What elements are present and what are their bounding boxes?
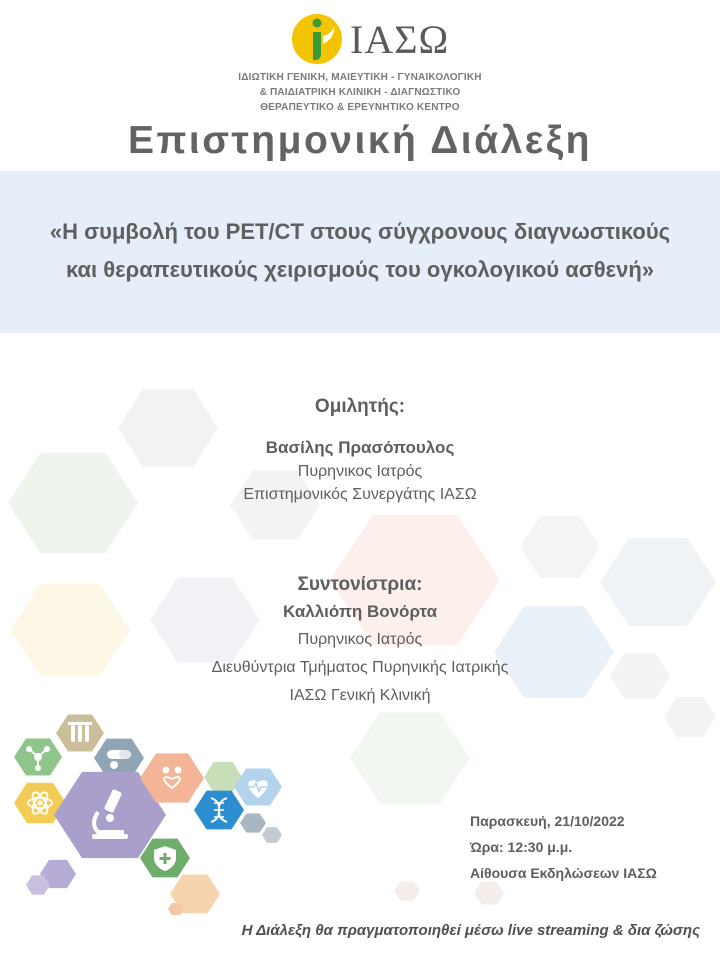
moderator-detail: ΙΑΣΩ Γενική Κλινική bbox=[289, 687, 431, 704]
lecture-title-line: «Η συμβολή του PET/CT στους σύγχρονους διαγνωστικούς bbox=[49, 219, 671, 244]
cluster-hexagon bbox=[262, 826, 282, 844]
logo-wordmark: ΙΑΣΩ bbox=[350, 17, 450, 62]
molecule-icon bbox=[24, 743, 52, 771]
moderator-detail: Διευθύντρια Τμήματος Πυρηνικής Ιατρικής bbox=[211, 659, 509, 676]
bg-hexagon bbox=[394, 880, 420, 902]
moderator-section bbox=[0, 572, 720, 710]
footer-note: Η Διάλεξη θα πραγματοποιηθεί μέσω live streaming & δια ζώσης bbox=[241, 922, 700, 939]
speaker-role: Ομιλητής: bbox=[314, 396, 406, 417]
speaker-detail: Πυρηνικος Ιατρός bbox=[297, 463, 423, 480]
speaker-detail: Επιστημονικός Συνεργάτης ΙΑΣΩ bbox=[243, 486, 477, 503]
heartbeat-icon bbox=[244, 774, 272, 800]
lecture-title-line: και θεραπευτικούς χειρισμούς του ογκολογικού ασθενή» bbox=[65, 257, 655, 282]
cluster-hexagon bbox=[240, 812, 266, 834]
test-tubes-icon bbox=[66, 720, 94, 746]
pills-icon bbox=[104, 746, 134, 770]
shield-cross-icon bbox=[152, 844, 178, 872]
atom-icon bbox=[25, 788, 55, 818]
event-time: Ώρα: 12:30 μ.μ. bbox=[470, 839, 573, 855]
moderator-detail: Πυρηνικος Ιατρός bbox=[297, 631, 423, 648]
lecture-title-band bbox=[0, 171, 720, 333]
logo-mark-icon bbox=[292, 14, 342, 64]
logo-subtitle-line: ΘΕΡΑΠΕΥΤΙΚΟ & ΕΡΕΥΝΗΤΙΚΟ ΚΕΝΤΡΟ bbox=[260, 102, 460, 113]
logo-subtitle-line: & ΠΑΙΔΙΑΤΡΙΚΗ ΚΛΙΝΙΚΗ - ΔΙΑΓΝΩΣΤΙΚΟ bbox=[259, 87, 461, 98]
bg-hexagon bbox=[350, 706, 470, 810]
page-title: Επιστημονική Διάλεξη bbox=[127, 119, 592, 162]
dna-icon bbox=[207, 796, 231, 824]
event-details bbox=[470, 808, 710, 886]
lecture-title bbox=[0, 213, 720, 289]
iaso-logo bbox=[292, 12, 450, 68]
event-venue: Αίθουσα Εκδηλώσεων ΙΑΣΩ bbox=[470, 865, 657, 881]
speaker-section bbox=[0, 394, 720, 506]
microscope-icon bbox=[84, 788, 136, 844]
event-date: Παρασκευή, 21/10/2022 bbox=[470, 813, 625, 829]
logo-subtitle bbox=[0, 70, 720, 115]
logo-subtitle-line: ΙΔΙΩΤΙΚΗ ΓΕΝΙΚΗ, ΜΑΙΕΥΤΙΚΗ - ΓΥΝΑΙΚΟΛΟΓΙΚΗ bbox=[238, 72, 482, 83]
moderator-role: Συντονίστρια: bbox=[297, 574, 423, 595]
family-icon bbox=[157, 762, 187, 792]
speaker-name: Βασίλης Πρασόπουλος bbox=[265, 438, 455, 457]
moderator-name: Καλλιόπη Βονόρτα bbox=[282, 602, 438, 621]
